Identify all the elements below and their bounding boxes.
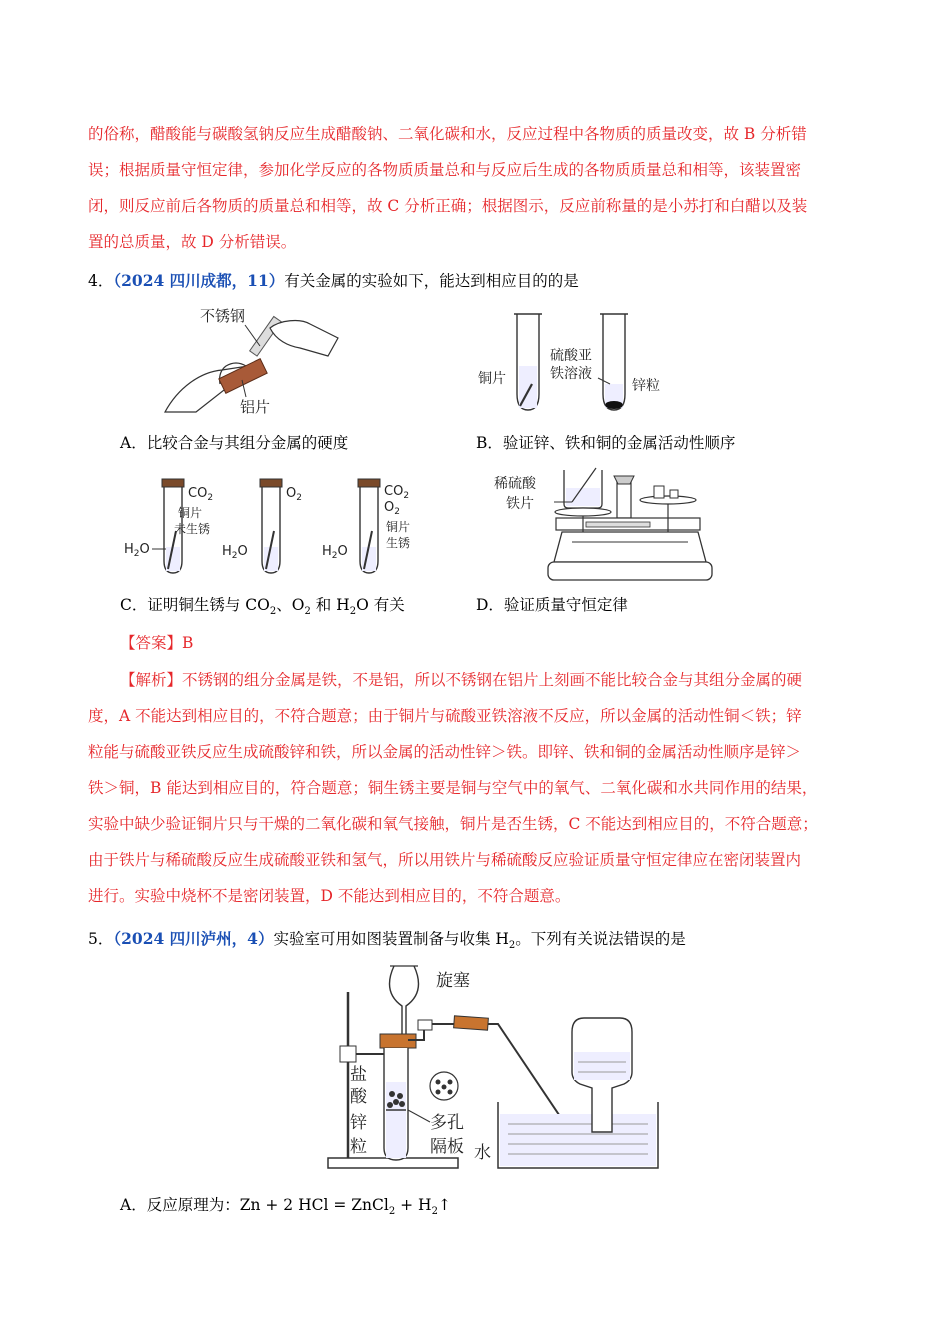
- fig-d-label-acid: 稀硫酸: [494, 476, 536, 492]
- question-5-stem: 5．（2024 四川泸州，4）实验室可用如图装置制备与收集 $H_2$。下列有关说法错误的是: [88, 929, 686, 952]
- fig-c-label-co2: $CO_2$: [188, 486, 214, 503]
- fig-c-label-copper1: 铜片: [178, 506, 203, 520]
- prev-analysis-line: 误；根据质量守恒定律，参加化学反应的各物质质量总和与反应后生成的各物质质量总和相等，该装置密: [88, 161, 802, 179]
- fig-b-label-feso4-2: 铁溶液: [550, 366, 592, 382]
- fig-c-label-h2o-2: $H_2O$: [222, 544, 248, 561]
- question-source: （2024 四川泸州，4）: [113, 929, 274, 948]
- figure-c-rust-tubes: [118, 475, 428, 585]
- prev-analysis-line: 闭，则反应前后各物质的质量总和相等，故 C 分析正确；根据图示，反应前称量的是小苏打和白醋以及装: [88, 197, 808, 215]
- fig-c-label-co2-b: $CO_2$: [384, 484, 410, 501]
- analysis-line: 实验中缺少验证铜片只与干燥的二氧化碳和氧气接触，铜片是否生锈，C 不能达到相应目的，不符合题意；: [88, 815, 818, 833]
- question-text: 实验室可用如图装置制备与收集 H: [273, 930, 509, 948]
- fig-a-label-aluminum: 铝片: [240, 398, 271, 416]
- fig-b-label-feso4: 硫酸亚: [550, 348, 592, 364]
- option-4a: A．比较合金与其组分金属的硬度: [120, 434, 349, 452]
- analysis-line: 粒能与硫酸亚铁反应生成硫酸锌和铁，所以金属的活动性锌＞铁。即锌、铁和铜的金属活动性顺序是锌＞: [88, 743, 802, 761]
- fig-q5-label-acid2: 酸: [350, 1087, 367, 1107]
- fig-c-label-notrust: 未生锈: [174, 522, 211, 536]
- analysis-line: 度，A 不能达到相应目的，不符合题意；由于铜片与硫酸亚铁溶液不反应，所以金属的活动性铜＜铁；锌: [88, 707, 802, 725]
- question-4-answer: 【答案】B: [120, 634, 194, 652]
- prev-analysis-line: 的俗称，醋酸能与碳酸氢钠反应生成醋酸钠、二氧化碳和水，反应过程中各物质的质量改变，故 B 分析错: [88, 125, 807, 143]
- fig-q5-label-plate2: 隔板: [430, 1137, 464, 1157]
- figure-a-scratch-test: [160, 300, 350, 422]
- question-number: 4．: [88, 272, 114, 290]
- fig-q5-label-acid1: 盐: [350, 1065, 367, 1085]
- question-number: 5．: [88, 930, 114, 948]
- analysis-line: 进行。实验中烧杯不是密闭装置，D 不能达到相应目的，不符合题意。: [88, 887, 571, 905]
- fig-c-label-o2: $O_2$: [286, 486, 302, 503]
- question-4-analysis: [88, 662, 863, 914]
- option-4d: D．验证质量守恒定律: [476, 596, 628, 614]
- option-4b: B．验证锌、铁和铜的金属活动性顺序: [476, 434, 736, 452]
- option-5a: A．反应原理为：Zn + 2 HCl = ZnCl$_2$ + $H_2↑$: [120, 1196, 451, 1218]
- fig-q5-label-valve: 旋塞: [436, 971, 470, 991]
- figure-b-test-tubes: [470, 308, 670, 416]
- fig-c-label-rust: 生锈: [386, 536, 411, 550]
- fig-q5-label-water: 水: [474, 1143, 491, 1163]
- option-4c: C．证明铜生锈与 $CO_2$、$O_2$ 和 $H_2O$ 有关: [120, 596, 405, 618]
- prev-analysis: [88, 116, 863, 260]
- question-source: （2024 四川成都，11）: [113, 271, 285, 290]
- fig-c-label-copper2: 铜片: [386, 520, 411, 534]
- analysis-line: 【解析】不锈钢的组分金属是铁，不是铝，所以不锈钢在铝片上刻画不能比较合金与其组分金属的硬: [120, 671, 803, 689]
- fig-b-label-zinc: 锌粒: [632, 378, 660, 394]
- question-4-stem: [88, 269, 579, 293]
- analysis-line: 由于铁片与稀硫酸反应生成硫酸亚铁和氢气，所以用铁片与稀硫酸反应验证质量守恒定律应在密闭装置内: [88, 851, 802, 869]
- analysis-line: 铁＞铜，B 能达到相应目的，符合题意；铜生锈主要是铜与空气中的氧气、二氧化碳和水共同作用的结果，: [88, 779, 818, 797]
- fig-q5-label-plate1: 多孔: [430, 1113, 464, 1133]
- fig-q5-label-zinc1: 锌: [350, 1113, 367, 1133]
- fig-d-label-iron: 铁片: [506, 496, 534, 512]
- fig-c-label-h2o-3: $H_2O$: [322, 544, 348, 561]
- fig-q5-label-zinc2: 粒: [350, 1137, 367, 1157]
- fig-a-label-stainless: 不锈钢: [200, 307, 246, 325]
- fig-b-label-copper: 铜片: [478, 371, 506, 387]
- figure-q5-h2-apparatus: [328, 962, 666, 1172]
- fig-c-label-h2o-1: $H_2O$: [124, 542, 150, 559]
- fig-c-label-o2-b: $O_2$: [384, 500, 400, 517]
- question-text: 有关金属的实验如下，能达到相应目的的是: [284, 272, 579, 290]
- prev-analysis-line: 置的总质量，故 D 分析错误。: [88, 233, 297, 251]
- figure-d-balance: [492, 462, 716, 586]
